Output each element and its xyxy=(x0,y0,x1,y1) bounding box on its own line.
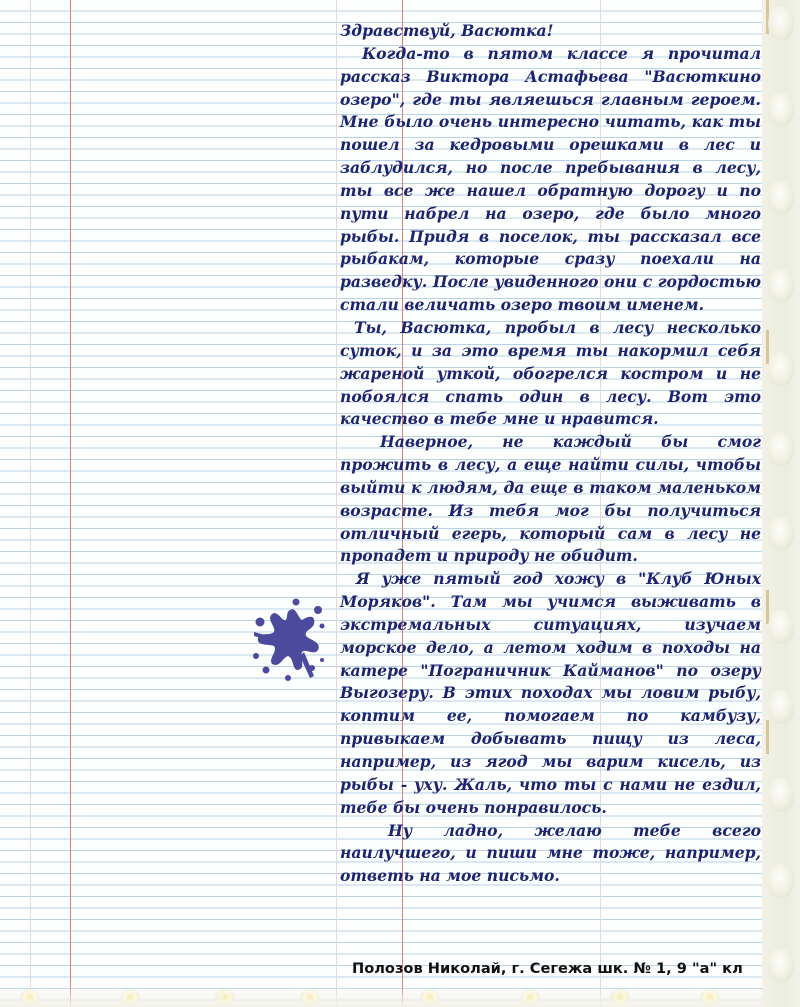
flower-blossom-icon xyxy=(20,989,40,1005)
flower-bud-icon xyxy=(768,180,794,214)
flower-bud-icon xyxy=(768,690,794,724)
flower-bud-icon xyxy=(768,778,794,812)
vertical-rule xyxy=(30,0,31,1007)
flower-blossom-icon xyxy=(700,989,720,1005)
flower-bud-icon xyxy=(768,516,794,550)
vertical-rule xyxy=(336,0,337,1007)
flower-blossom-icon xyxy=(215,989,235,1005)
letter-paragraph: Когда-то в пятом классе я прочитал рассказ Виктора Астафьева "Васюткино озеро", где ты являешься главным героем. Мне было очень интересно читать, как ты пошел за кедровыми орешками в лес и заблудился, но после пребывания в лесу, ты все же нашел обратную дорогу и по пути набрел на озеро, где было много рыбы. Придя в поселок, ты рассказал все рыбакам, которые сразу поехали на разведку. После увиденного они с гордостью стали величать озеро твоим именем. xyxy=(340,43,761,315)
letter-paragraph: Наверное, не каждый бы смог прожить в лесу, а еще найти силы, чтобы выйти к людям, да еще в таком маленьком возрасте. Из тебя мог бы получиться отличный егерь, который сам в лесу не пропадет и природу не обидит. xyxy=(340,432,761,566)
letter-body xyxy=(340,20,761,888)
flower-bud-icon xyxy=(768,92,794,126)
flower-bud-icon xyxy=(768,864,794,898)
flower-bud-icon xyxy=(768,948,794,982)
letter-signature: Полозов Николай, г. Сегежа шк. № 1, 9 "а" кл xyxy=(352,960,743,977)
ink-blot-icon xyxy=(252,596,326,682)
flower-bud-icon xyxy=(768,268,794,302)
letter-paragraph: Ну ладно, желаю тебе всего наилучшего, и пиши мне тоже, например, ответь на мое письмо. xyxy=(340,820,761,886)
flower-bud-icon xyxy=(768,6,794,40)
flower-stem xyxy=(766,720,769,754)
flower-blossom-icon xyxy=(610,989,630,1005)
letter-paragraph: Ты, Васютка, пробыл в лесу несколько суток, и за это время ты накормил себя жареной уткой, обогрелся костром и не побоялся спать один в лесу. Вот это качество в тебе мне и нравится. xyxy=(340,317,761,429)
flower-stem xyxy=(766,330,769,364)
flower-bud-icon xyxy=(768,432,794,466)
flower-border-bottom xyxy=(0,985,762,1007)
flower-bud-icon xyxy=(768,352,794,386)
flower-blossom-icon xyxy=(420,989,440,1005)
letter-paragraph: Я уже пятый год хожу в "Клуб Юных Моряков". Там мы учимся выживать в экстремальных ситуациях, изучаем морское дело, а летом ходим в походы на катере "Пограничник Кайманов" по озеру Выгозеру. В этих походах мы ловим рыбу, коптим ее, помогаем по камбузу, привыкаем добывать пищу из леса, например, из ягод мы варим кисель, из рыбы - уху. Жаль, что ты с нами не ездил, тебе бы очень понравилось. xyxy=(340,569,761,817)
flower-bud-icon xyxy=(768,610,794,644)
letter-greeting: Здравствуй, Васютка! xyxy=(340,21,554,40)
flower-blossom-icon xyxy=(120,989,140,1005)
flower-border-right xyxy=(762,0,800,1007)
flower-blossom-icon xyxy=(300,989,320,1005)
flower-blossom-icon xyxy=(520,989,540,1005)
margin-line-left xyxy=(70,0,71,1007)
